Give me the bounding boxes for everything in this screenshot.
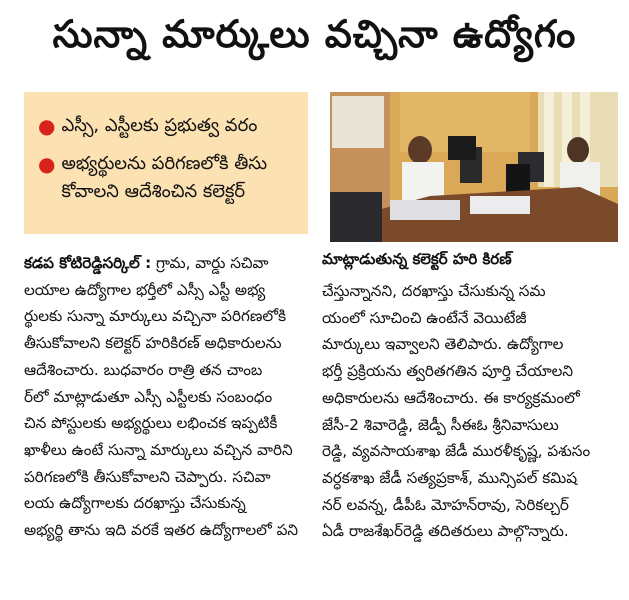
text-line: యంలో సూచించి ఉంటేనే వెయిటేజీ bbox=[322, 308, 527, 327]
highlight-item bbox=[38, 150, 296, 206]
article-left-column bbox=[24, 250, 316, 544]
bullet-icon: ● bbox=[38, 152, 56, 176]
text-line: చిన పోస్టులకు అభ్యర్థులు లభించక ఇప్పటికీ bbox=[24, 414, 278, 433]
text-line: నర్ లవన్న, డీపీఓ మోహన్‌రావు, సెరికల్చర్ bbox=[322, 495, 569, 514]
text-line: పరిగణలోకి తీసుకోవాలని చెప్పారు. సచివా bbox=[24, 467, 271, 486]
text-line: అధికారులను ఆదేశించారు. ఈ కార్యక్రమంలో bbox=[322, 388, 580, 407]
highlight-text: ఎస్సీ, ఎస్టీలకు ప్రభుత్వ వరం bbox=[61, 115, 258, 136]
text-line: జేసీ-2 శివారెడ్డి, జెడ్పీ సీఈఓ శ్రీనివాసులు bbox=[322, 415, 559, 434]
text-line: లయాల ఉద్యోగాల భర్తీలో ఎస్సీ ఎస్టీ అభ్య bbox=[24, 280, 266, 299]
news-photo bbox=[330, 92, 618, 242]
highlight-text: అభ్యర్థులను పరిగణలోకి తీసు కోవాలని ఆదేశించిన కలెక్టర్ bbox=[61, 153, 268, 202]
text-line: ఆదేశించారు. బుధవారం రాత్రి తన చాంబ bbox=[24, 360, 263, 379]
text-line: ర్‌లో మాట్లాడుతూ ఎస్సీ ఎస్టీలకు సంబంధం bbox=[24, 387, 273, 406]
text-line: గ్రామ, వార్డు సచివా bbox=[156, 254, 269, 272]
text-line: ర్థులకు సున్నా మార్కులు వచ్చినా పరిగణలోకి bbox=[24, 307, 287, 326]
text-line: లయ ఉద్యోగాలకు దరఖాస్తు చేసుకున్న bbox=[24, 494, 246, 513]
text-line: మార్కులు ఇవ్వాలని తెలిపారు. ఉద్యోగాల bbox=[322, 335, 564, 354]
headline: సున్నా మార్కులు వచ్చినా ఉద్యోగం bbox=[52, 12, 577, 56]
bullet-icon: ● bbox=[38, 114, 56, 138]
photo-caption: మాట్లాడుతున్న కలెక్టర్ హరి కిరణ్ bbox=[322, 250, 512, 268]
text-line: ఏడీ రాజశేఖర్‌రెడ్డి తదితరులు పాల్గొన్నారు. bbox=[322, 522, 569, 541]
highlight-item bbox=[38, 112, 296, 140]
text-line: భర్తీ ప్రక్రియను త్వరితగతిన పూర్తి చేయాలని bbox=[322, 362, 574, 381]
text-line: రెడ్డి, వ్యవసాయశాఖ జేడీ మురళీకృష్ణ, పశుసం bbox=[322, 442, 591, 461]
article-right-column bbox=[322, 278, 620, 545]
text-line: వర్ధకశాఖ జేడీ సత్యప్రకాశ్, మున్సిపల్ కమిష bbox=[322, 468, 578, 487]
text-line: అభ్యర్థి తాను ఇది వరకే ఇతర ఉద్యోగాలలో పని bbox=[24, 521, 299, 540]
text-line: తీసుకోవాలని కలెక్టర్ హరికిరణ్ అధికారులను bbox=[24, 334, 282, 353]
text-line: ఖాళీలు ఉంటే సున్నా మార్కులు వచ్చిన వారిని bbox=[24, 440, 293, 459]
office-photo-illustration bbox=[330, 92, 618, 242]
dateline: కడప కోటిరెడ్డిసర్కిల్ : bbox=[24, 254, 152, 272]
text-line bbox=[24, 250, 316, 277]
text-line: చేస్తున్నానని, దరఖాస్తు చేసుకున్న సమ bbox=[322, 282, 546, 300]
highlights-box bbox=[24, 92, 308, 234]
